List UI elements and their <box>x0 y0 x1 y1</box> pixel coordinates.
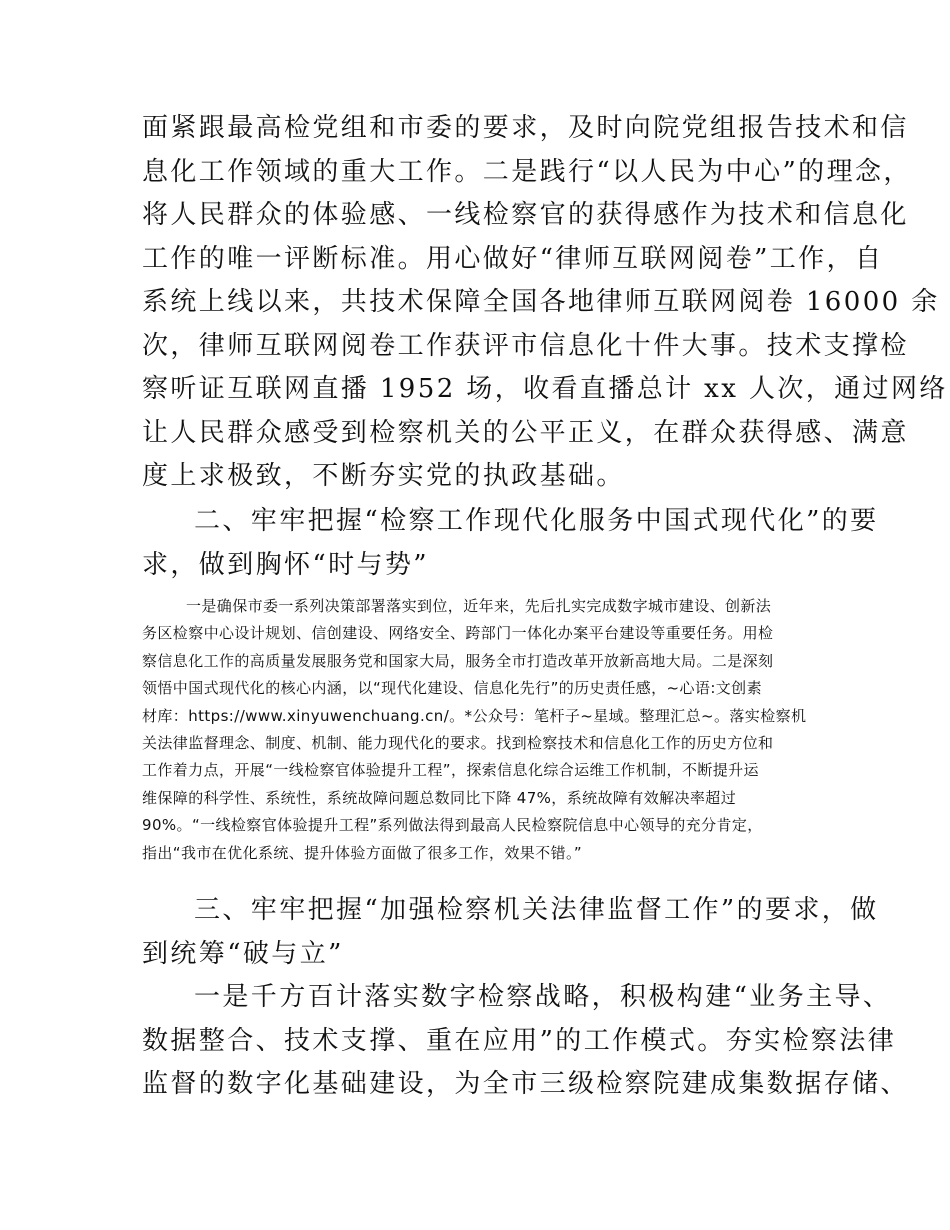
paragraph-line: 一是千方百计落实数字检察战略，积极构建“业务主导、 <box>194 982 892 1012</box>
paragraph-line: 一是确保市委一系列决策部署落实到位，近年来，先后扎实完成数字城市建设、创新法 <box>186 597 772 615</box>
paragraph-line: 指出“我市在优化系统、提升体验方面做了很多工作，效果不错。” <box>142 843 583 862</box>
final-paragraph <box>142 976 909 1107</box>
paragraph-line: 工作的唯一评断标准。用心做好“律师互联网阅卷”工作，自 <box>142 243 884 274</box>
paragraph-line: 将人民群众的体验感、一线检察官的获得感作为技术和信息化 <box>142 200 909 230</box>
continued-paragraph <box>142 107 948 499</box>
heading-line: 求，做到胸怀“时与势” <box>142 549 429 580</box>
paragraph-line: 面紧跟最高检党组和市委的要求，及时向院党组报告技术和信 <box>142 113 909 143</box>
paragraph-line: 监督的数字化基础建设，为全市三级检察院建成集数据存储、 <box>142 1069 909 1099</box>
paragraph-line: 让人民群众感受到检察机关的公平正义，在群众获得感、满意 <box>142 417 909 448</box>
paragraph-line: 90%。“一线检察官体验提升工程”系列做法得到最高人民检察院信息中心领导的充分肯定， <box>142 816 763 835</box>
paragraph-line: 度上求极致，不断夯实党的执政基础。 <box>142 461 625 491</box>
paragraph-line: 材库：https://www.xinyuwenchuang.cn/。*公众号：笔杆子~星域。整理汇总~。落实检察机 <box>142 706 807 725</box>
section-heading-2 <box>142 500 879 587</box>
heading-line: 二、牢牢把握“检察工作现代化服务中国式现代化”的要 <box>194 506 879 536</box>
paragraph-line: 数据整合、技术支撑、重在应用”的工作模式。夯实检察法律 <box>142 1025 897 1056</box>
paragraph-line: 关法律监督理念、制度、机制、能力现代化的要求。找到检察技术和信息化工作的历史方位和 <box>142 734 774 753</box>
paragraph-line: 维保障的科学性、系统性，系统故障问题总数同比下降 47%，系统故障有效解决率超过 <box>142 788 737 807</box>
paragraph-line: 领悟中国式现代化的核心内涵，以“现代化建设、信息化先行”的历史责任感，~心语:文创素 <box>142 679 762 698</box>
heading-line: 三、牢牢把握“加强检察机关法律监督工作”的要求，做 <box>194 895 879 925</box>
paragraph-line: 次，律师互联网阅卷工作获评市信息化十件大事。技术支撑检 <box>142 330 909 361</box>
paragraph-line: 系统上线以来，共技术保障全国各地律师互联网阅卷 16000 余 <box>142 287 940 317</box>
paragraph-line: 息化工作领域的重大工作。二是践行“以人民为中心”的理念， <box>142 156 912 187</box>
paragraph-line: 务区检察中心设计规划、信创建设、网络安全、跨部门一体化办案平台建设等重要任务。用检 <box>142 624 774 643</box>
paragraph-line: 察听证互联网直播 1952 场，收看直播总计 xx 人次，通过网络 <box>142 374 948 404</box>
section-heading-3 <box>142 889 879 976</box>
heading-line: 到统筹“破与立” <box>142 938 344 969</box>
small-paragraph <box>142 593 832 867</box>
paragraph-line: 察信息化工作的高质量发展服务党和国家大局，服务全市打造改革开放新高地大局。二是深刻 <box>142 651 774 670</box>
paragraph-line: 工作着力点，开展“一线检察官体验提升工程”，探索信息化综合运维工作机制，不断提升运 <box>142 761 759 780</box>
